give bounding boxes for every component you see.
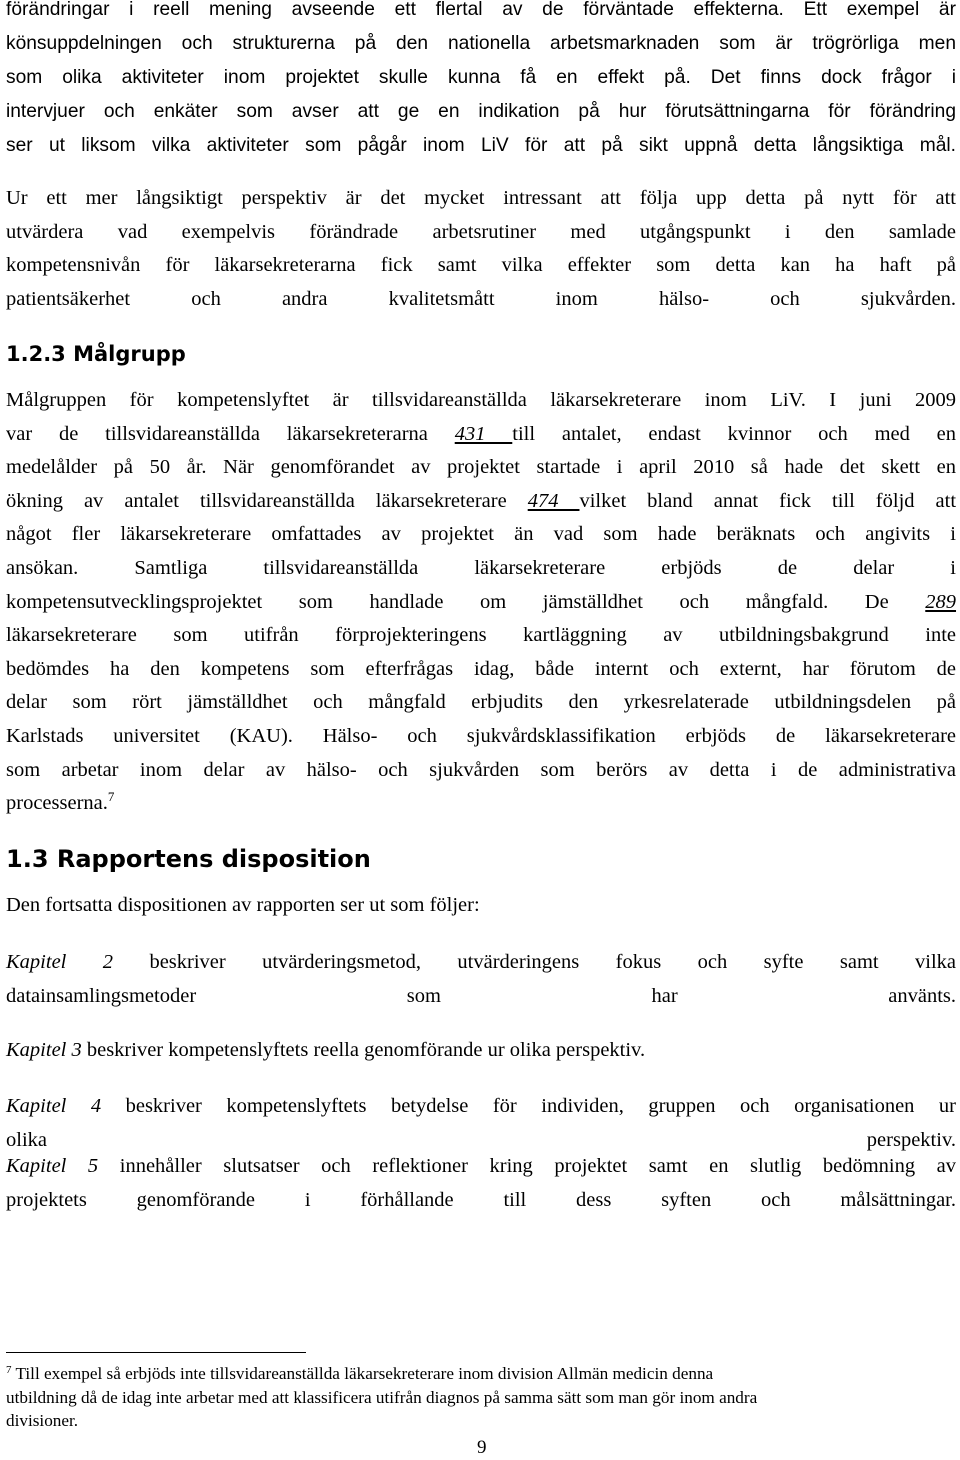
- text-line: Karlstads universitet (KAU). Hälso- och sjukvårdsklassifikation erbjöds de läkarsekreterare: [6, 724, 956, 747]
- text-line: intervjuer och enkäter som avser att ge en indikation på hur förutsättningarna för förändring: [6, 101, 956, 122]
- count-431: 431: [454, 422, 513, 445]
- text-line: datainsamlingsmetoder som har använts.: [6, 984, 956, 1007]
- text-line: ser ut liksom vilka aktiviteter som pågår inom LiV för att på sikt uppnå detta långsiktiga mål.: [6, 135, 956, 156]
- chapter-label: Kapitel 5: [6, 1155, 99, 1177]
- text-line: [6, 946, 956, 980]
- chapter-label: Kapitel 3: [6, 1039, 82, 1061]
- chapter-5-description: [6, 1150, 956, 1217]
- text-line: [6, 418, 956, 452]
- text-line: bedömdes ha den kompetens som efterfrågas idag, både internt och externt, har förutom de: [6, 657, 956, 680]
- count-474: 474: [527, 489, 580, 512]
- text-line: [6, 1034, 956, 1068]
- text-line: delar som rört jämställdhet och mångfald erbjudits den yrkesrelaterade utbildningsdelen på: [6, 691, 956, 714]
- text-line: som olika aktiviteter inom projektet skulle kunna få en effekt på. Det finns dock frågor i: [6, 67, 956, 88]
- text-line: divisioner.: [6, 1411, 79, 1431]
- footnote-reference[interactable]: 7: [107, 789, 115, 805]
- chapter-label: Kapitel 2: [6, 951, 114, 973]
- text-line: projektets genomförande i förhållande till dess syften och målsättningar.: [6, 1188, 956, 1211]
- text-fragment: kompetensutvecklingsprojektet som handlade om jämställdhet och mångfald. De: [6, 590, 889, 613]
- chapter-2-description: [6, 946, 956, 1013]
- text-fragment: vilket bland annat fick till följd att: [579, 489, 957, 512]
- text-fragment: beskriver kompetenslyftets betydelse för individen, gruppen och organisationen ur: [125, 1095, 956, 1117]
- text-line: [6, 1090, 956, 1124]
- text-fragment: processerna.: [6, 792, 108, 815]
- footnote-divider: [6, 1352, 306, 1353]
- chapter-4-description: [6, 1090, 956, 1157]
- text-line: förändringar i reell mening avseende ett flertal av de förväntade effekterna. Ett exempel är: [6, 0, 956, 20]
- count-289: 289: [925, 590, 957, 613]
- text-line: som arbetar inom delar av hälso- och sjukvården som berörs av detta i de administrativa: [6, 758, 956, 781]
- text-fragment: Till exempel så erbjöds inte tillsvidareanställda läkarsekreterare inom division Allmän medicin denna: [15, 1364, 714, 1383]
- text-line: medelålder på 50 år. När genomförandet av projektet startade i april 2010 så hade det skett en: [6, 456, 956, 479]
- section-heading-disposition: 1.3 Rapportens disposition: [6, 845, 371, 873]
- text-fragment: innehåller slutsatser och reflektioner kring projektet samt en slutlig bedömning av: [119, 1155, 957, 1177]
- text-line: Ur ett mer långsiktigt perspektiv är det mycket intressant att följa upp detta på nytt för att: [6, 187, 956, 209]
- text-line: Den fortsatta dispositionen av rapporten ser ut som följer:: [6, 894, 480, 916]
- text-line: [6, 485, 956, 519]
- section-heading-malgrupp: 1.2.3 Målgrupp: [6, 342, 186, 366]
- text-line: utbildning då de idag inte arbetar med att klassificera utifrån diagnos på samma sätt som man gör inom andra: [6, 1387, 758, 1407]
- text-line: [6, 586, 956, 620]
- paragraph-long-term: [6, 182, 956, 316]
- text-line: [6, 1150, 956, 1184]
- text-line: Målgruppen för kompetenslyftet är tillsvidareanställda läkarsekreterare inom LiV. I juni 2009: [6, 389, 956, 411]
- text-line: något fler läkarsekreterare omfattades av projektet än vad som hade beräknats och angivits i: [6, 523, 956, 546]
- text-fragment: beskriver utvärderingsmetod, utvärderingens fokus och syfte samt vilka: [149, 951, 957, 973]
- text-line: patientsäkerhet och andra kvalitetsmått inom hälso- och sjukvården.: [6, 287, 956, 310]
- paragraph-effects: [6, 0, 956, 163]
- paragraph-target-group: [6, 384, 956, 821]
- page-number: 9: [477, 1437, 487, 1458]
- text-fragment: var de tillsvidareanställda läkarsekreterarna: [6, 422, 428, 445]
- chapter-label: Kapitel 4: [6, 1095, 102, 1117]
- text-line: ansökan. Samtliga tillsvidareanställda läkarsekreterare erbjöds de delar i: [6, 556, 956, 579]
- text-fragment: ökning av antalet tillsvidareanställda läkarsekreterare: [6, 489, 507, 512]
- text-line: utvärdera vad exempelvis förändrade arbetsrutiner med utgångspunkt i den samlade: [6, 220, 956, 243]
- text-fragment: till antalet, endast kvinnor och med en: [512, 422, 957, 445]
- footnote-number: 7: [6, 1364, 12, 1376]
- footnote: [6, 1362, 936, 1433]
- chapter-3-description: [6, 1034, 956, 1068]
- paragraph-disposition-intro: [6, 889, 956, 923]
- text-line: kompetensnivån för läkarsekreterarna fick samt vilka effekter som detta kan ha haft på: [6, 254, 956, 277]
- text-fragment: beskriver kompetenslyftets reella genomförande ur olika perspektiv.: [86, 1039, 646, 1061]
- text-line: [6, 1362, 936, 1386]
- text-line: olika perspektiv.: [6, 1128, 956, 1151]
- text-line: läkarsekreterare som utifrån förprojekteringens kartläggning av utbildningsbakgrund inte: [6, 624, 956, 647]
- text-line: könsuppdelningen och strukturerna på den nationella arbetsmarknaden som är trögrörliga men: [6, 33, 956, 54]
- text-line: [6, 787, 956, 821]
